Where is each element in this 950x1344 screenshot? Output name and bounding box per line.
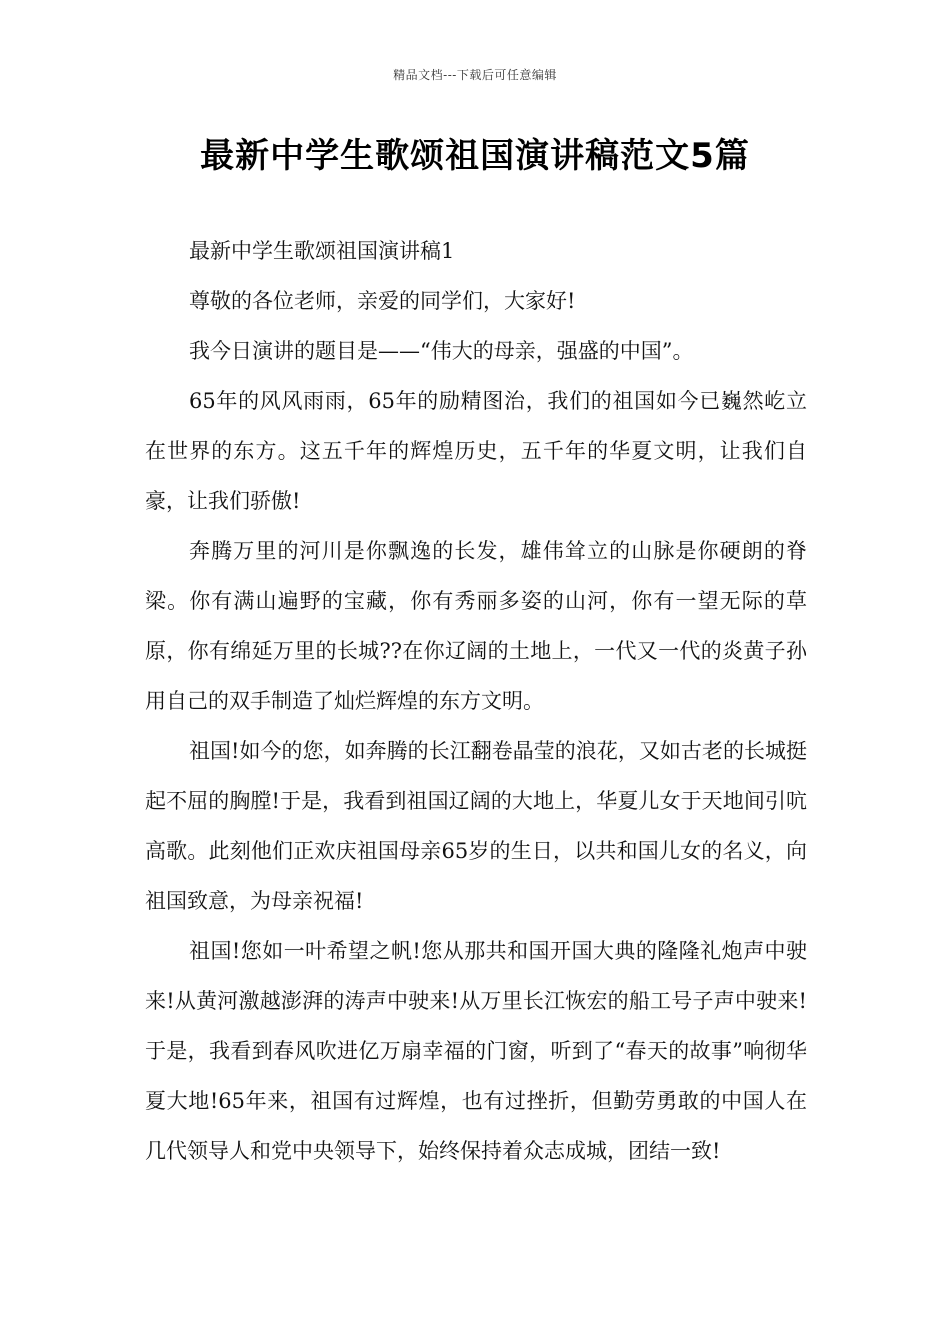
document-title: 最新中学生歌颂祖国演讲稿范文5篇 [200, 136, 750, 176]
paragraph-greeting: 尊敬的各位老师，亲爱的同学们，大家好! [189, 289, 576, 313]
paragraph: 65年的风风雨雨，65年的励精图治，我们的祖国如今已巍然屹立在世界的东方。这五千年的辉煌历史，五千年的华夏文明，让我们自豪，让我们骄傲! [145, 389, 807, 513]
paragraph: 祖国!您如一叶希望之帆!您从那共和国开国大典的隆隆礼炮声中驶来!从黄河激越澎湃的涛声中驶来!从万里长江恢宏的船工号子声中驶来!于是，我看到春风吹进亿万扇幸福的门窗，听到了“春天的故事”响彻华夏大地!65年来，祖国有过辉煌，也有过挫折，但勤劳勇敢的中国人在几代领导人和党中央领导下，始终保持着众志成城，团结一致! [145, 939, 807, 1163]
header-note: 精品文档---下载后可任意编辑 [393, 68, 557, 82]
paragraph-topic: 我今日演讲的题目是——“伟大的母亲，强盛的中国”。 [189, 339, 694, 363]
paragraph: 奔腾万里的河川是你飘逸的长发，雄伟耸立的山脉是你硬朗的脊梁。你有满山遍野的宝藏，你有秀丽多姿的山河，你有一望无际的草原，你有绵延万里的长城??在你辽阔的土地上，一代又一代的炎黄子孙用自己的双手制造了灿烂辉煌的东方文明。 [145, 539, 807, 713]
paragraph-subtitle: 最新中学生歌颂祖国演讲稿1 [189, 239, 455, 263]
paragraph: 祖国!如今的您，如奔腾的长江翻卷晶莹的浪花，又如古老的长城挺起不屈的胸膛!于是，我看到祖国辽阔的大地上，华夏儿女于天地间引吭高歌。此刻他们正欢庆祖国母亲65岁的生日，以共和国儿女的名义，向祖国致意，为母亲祝福! [145, 739, 807, 913]
document-body [145, 226, 807, 1176]
